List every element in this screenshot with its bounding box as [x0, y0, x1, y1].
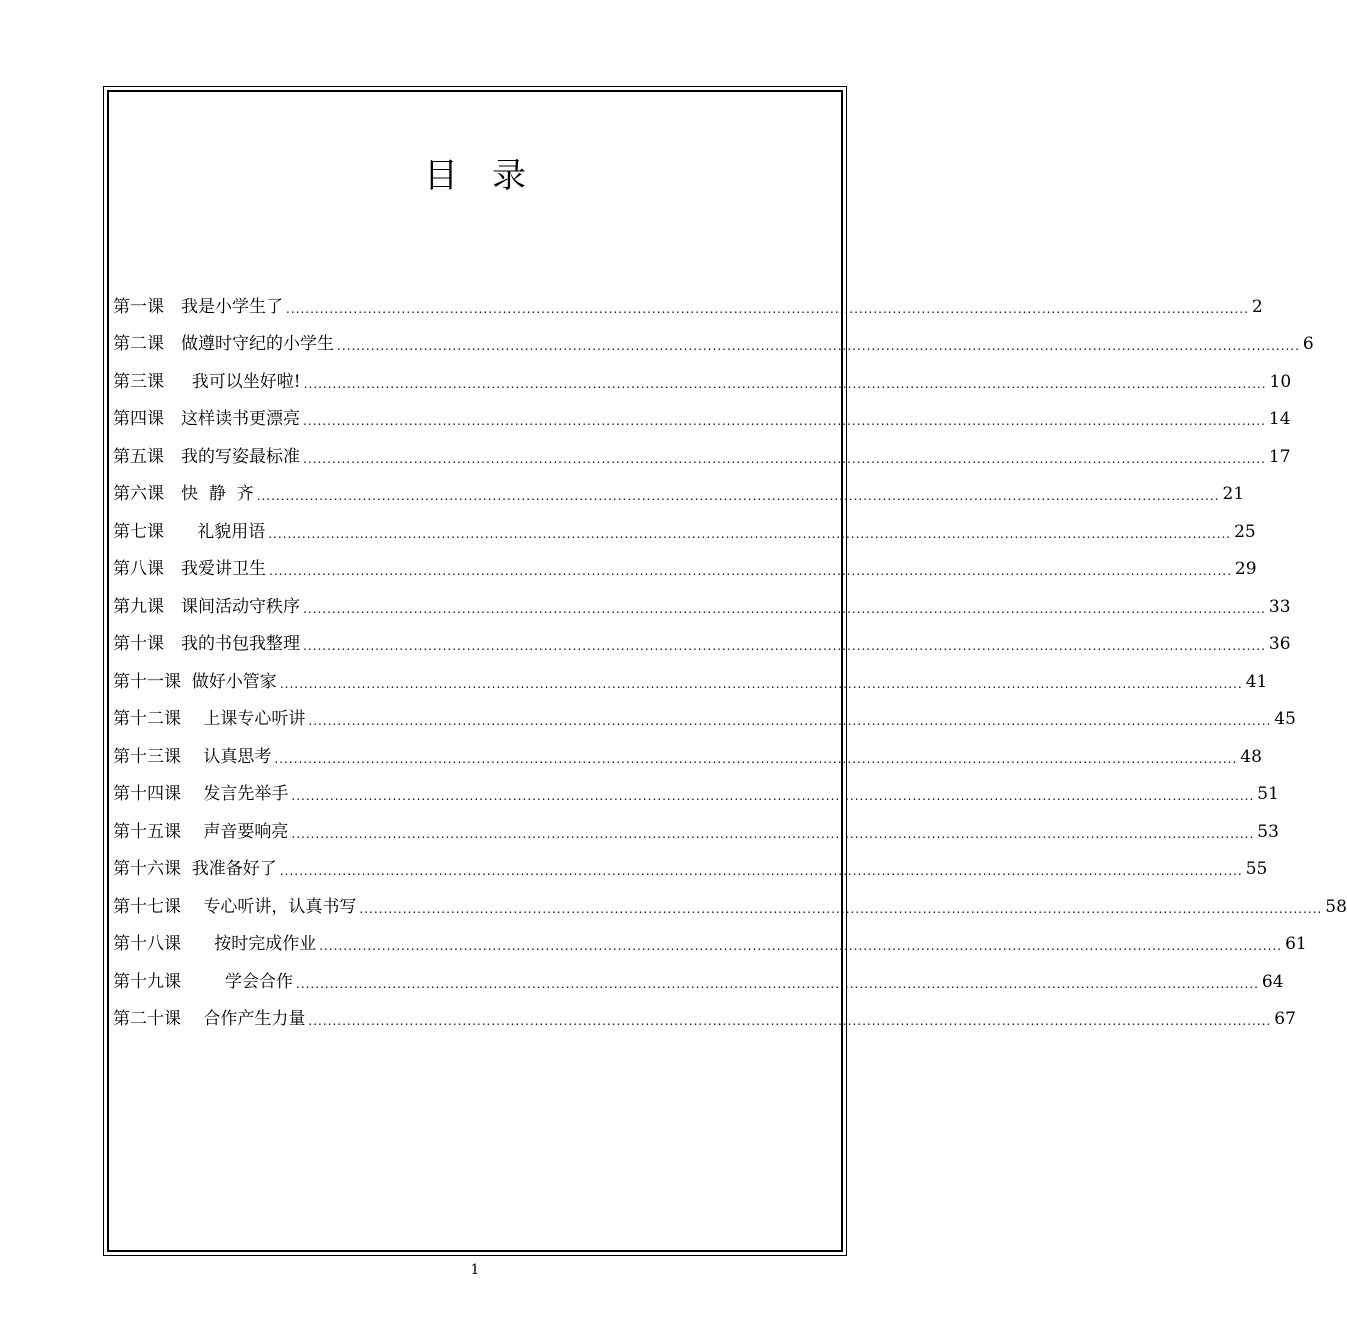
- toc-entry[interactable]: [113, 551, 1257, 589]
- toc-entry-label: 第十八课 按时完成作业: [113, 934, 317, 955]
- toc-entry[interactable]: [113, 1001, 1296, 1039]
- toc-entry-page: 29: [1234, 559, 1257, 580]
- toc-leader-dots: ........................................................................................................................................................................................................: [303, 414, 1266, 429]
- toc-leader-dots: ........................................................................................................................................................................................................: [359, 901, 1323, 916]
- toc-entry-page: 41: [1245, 671, 1268, 692]
- toc-entry[interactable]: [113, 851, 1268, 889]
- toc-entry[interactable]: [113, 888, 1347, 926]
- toc-entry-label: 第十四课 发言先举手: [113, 784, 289, 805]
- toc-entry[interactable]: [113, 513, 1256, 551]
- toc-leader-dots: ........................................................................................................................................................................................................: [279, 676, 1243, 691]
- toc-entry-page: 33: [1268, 596, 1291, 617]
- toc-leader-dots: ........................................................................................................................................................................................................: [337, 339, 1300, 354]
- toc-leader-dots: ........................................................................................................................................................................................................: [303, 451, 1266, 466]
- toc-entry-page: 36: [1268, 634, 1291, 655]
- toc-leader-dots: ........................................................................................................................................................................................................: [308, 714, 1272, 729]
- toc-leader-dots: ........................................................................................................................................................................................................: [286, 301, 1249, 316]
- toc-entry-label: 第十九课 学会合作: [113, 971, 294, 992]
- toc-leader-dots: ........................................................................................................................................................................................................: [268, 526, 1232, 541]
- toc-entry-label: 第十二课 上课专心听讲: [113, 709, 306, 730]
- toc-entry-label: 第十一课 做好小管家: [113, 671, 277, 692]
- toc-entry-label: 第七课 礼貌用语: [113, 521, 266, 542]
- toc-entry-page: 58: [1325, 896, 1347, 917]
- toc-title-char-2: 录: [492, 156, 526, 196]
- toc-leader-dots: ........................................................................................................................................................................................................: [308, 1014, 1272, 1029]
- toc-entry[interactable]: [113, 776, 1279, 814]
- toc-entry-page: 6: [1302, 334, 1314, 355]
- toc-entry-label: 第十六课 我准备好了: [113, 859, 277, 880]
- toc-entry-label: 第四课 这样读书更漂亮: [113, 409, 300, 430]
- table-of-contents: [113, 288, 1347, 1038]
- toc-leader-dots: ........................................................................................................................................................................................................: [303, 376, 1267, 391]
- toc-entry[interactable]: [113, 588, 1291, 626]
- toc-entry[interactable]: [113, 663, 1268, 701]
- toc-title-char-1: 目: [424, 156, 458, 196]
- toc-leader-dots: ........................................................................................................................................................................................................: [256, 489, 1220, 504]
- toc-entry-label: 第二十课 合作产生力量: [113, 1009, 306, 1030]
- toc-entry[interactable]: [113, 738, 1262, 776]
- toc-entry-page: 55: [1245, 859, 1268, 880]
- toc-leader-dots: ........................................................................................................................................................................................................: [296, 976, 1259, 991]
- toc-entry-label: 第十七课 专心听讲，认真书写: [113, 896, 357, 917]
- toc-entry-page: 64: [1261, 971, 1284, 992]
- toc-entry-page: 48: [1240, 746, 1262, 767]
- toc-entry-label: 第五课 我的写姿最标准: [113, 446, 300, 467]
- toc-entry[interactable]: [113, 438, 1291, 476]
- toc-entry-page: 25: [1234, 521, 1256, 542]
- toc-entry[interactable]: [113, 813, 1279, 851]
- toc-entry[interactable]: [113, 326, 1314, 364]
- toc-entry-label: 第一课 我是小学生了: [113, 296, 283, 317]
- toc-entry[interactable]: [113, 401, 1291, 439]
- toc-entry[interactable]: [113, 476, 1245, 514]
- toc-entry-page: 14: [1268, 409, 1291, 430]
- toc-leader-dots: ........................................................................................................................................................................................................: [291, 789, 1255, 804]
- toc-leader-dots: ........................................................................................................................................................................................................: [303, 639, 1266, 654]
- toc-leader-dots: ........................................................................................................................................................................................................: [279, 864, 1243, 879]
- toc-entry-label: 第三课 我可以坐好啦!: [113, 371, 301, 392]
- toc-entry-page: 67: [1274, 1009, 1296, 1030]
- toc-entry[interactable]: [113, 626, 1291, 664]
- toc-entry-page: 51: [1257, 784, 1279, 805]
- toc-entry-label: 第十课 我的书包我整理: [113, 634, 300, 655]
- toc-leader-dots: ........................................................................................................................................................................................................: [319, 939, 1283, 954]
- toc-entry-page: 45: [1274, 709, 1296, 730]
- toc-entry-page: 2: [1251, 296, 1263, 317]
- toc-entry-label: 第二课 做遵时守纪的小学生: [113, 334, 334, 355]
- toc-leader-dots: ........................................................................................................................................................................................................: [303, 601, 1266, 616]
- toc-entry-label: 第九课 课间活动守秩序: [113, 596, 300, 617]
- toc-entry-page: 10: [1269, 371, 1292, 392]
- toc-entry-page: 61: [1285, 934, 1307, 955]
- page-number: 1: [470, 1262, 480, 1278]
- toc-leader-dots: ........................................................................................................................................................................................................: [269, 564, 1232, 579]
- toc-entry-label: 第八课 我爱讲卫生: [113, 559, 266, 580]
- toc-entry-page: 17: [1268, 446, 1291, 467]
- toc-leader-dots: ........................................................................................................................................................................................................: [274, 751, 1238, 766]
- toc-entry[interactable]: [113, 963, 1284, 1001]
- toc-entry-page: 53: [1257, 821, 1279, 842]
- toc-leader-dots: ........................................................................................................................................................................................................: [291, 826, 1255, 841]
- toc-entry-label: 第十五课 声音要响亮: [113, 821, 289, 842]
- toc-entry-label: 第十三课 认真思考: [113, 746, 272, 767]
- toc-entry[interactable]: [113, 701, 1296, 739]
- toc-entry[interactable]: [113, 926, 1307, 964]
- toc-entry[interactable]: [113, 363, 1292, 401]
- toc-entry-label: 第六课 快 静 齐: [113, 484, 254, 505]
- toc-entry[interactable]: [113, 288, 1263, 326]
- toc-title: [0, 148, 950, 204]
- toc-entry-page: 21: [1222, 484, 1245, 505]
